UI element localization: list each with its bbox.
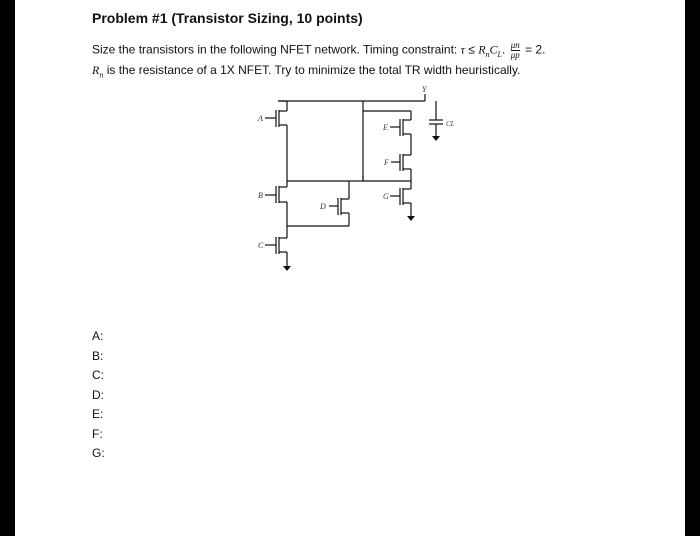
answer-e: E: xyxy=(92,407,104,421)
transistor-c xyxy=(265,237,291,271)
transistor-d xyxy=(329,181,349,226)
answer-f: F: xyxy=(92,426,103,441)
dot-symbol: . xyxy=(502,42,506,57)
cl-subscript: L xyxy=(497,50,502,60)
nfet-network-diagram xyxy=(15,0,685,536)
transistor-a xyxy=(265,101,287,181)
answer-b: B: xyxy=(92,348,104,363)
gate-label-b: B xyxy=(258,191,263,200)
gate-label-a: A xyxy=(258,114,263,123)
tau-symbol: τ xyxy=(460,42,465,57)
answer-c: C: xyxy=(92,368,104,382)
load-capacitor xyxy=(429,101,443,141)
statement-text: Size the transistors in the following NFET network. Timing constraint: xyxy=(92,42,458,57)
le-symbol: ≤ xyxy=(468,42,475,57)
mu-p: μp xyxy=(510,50,520,60)
cl-symbol: C xyxy=(489,42,498,57)
answer-d: D: xyxy=(92,387,104,402)
rn-subscript: n xyxy=(485,50,490,60)
gate-label-e: E xyxy=(383,123,388,132)
gate-label-d: D xyxy=(320,202,326,211)
rn-subscript-2: n xyxy=(99,70,104,80)
rn-symbol-2: R xyxy=(92,63,100,77)
answer-list xyxy=(92,327,105,464)
equals-two: = 2. xyxy=(525,42,546,57)
rn-symbol: R xyxy=(478,42,486,57)
gate-label-f: F xyxy=(384,158,389,167)
transistor-g xyxy=(390,181,415,221)
mu-n: μn xyxy=(510,40,520,50)
output-label-y: Y xyxy=(422,85,427,94)
answer-g: G: xyxy=(92,446,105,460)
problem-title: Problem #1 (Transistor Sizing, 10 points) xyxy=(92,10,363,26)
gate-label-g: G xyxy=(383,192,389,201)
cap-label-cl: CL xyxy=(446,120,455,128)
answer-a: A: xyxy=(92,329,104,343)
document-page xyxy=(15,0,685,536)
gate-label-c: C xyxy=(258,241,264,250)
statement-text-2: is the resistance of a 1X NFET. Try to minimize the total TR width heuristically. xyxy=(106,63,521,77)
transistor-b xyxy=(265,181,287,238)
